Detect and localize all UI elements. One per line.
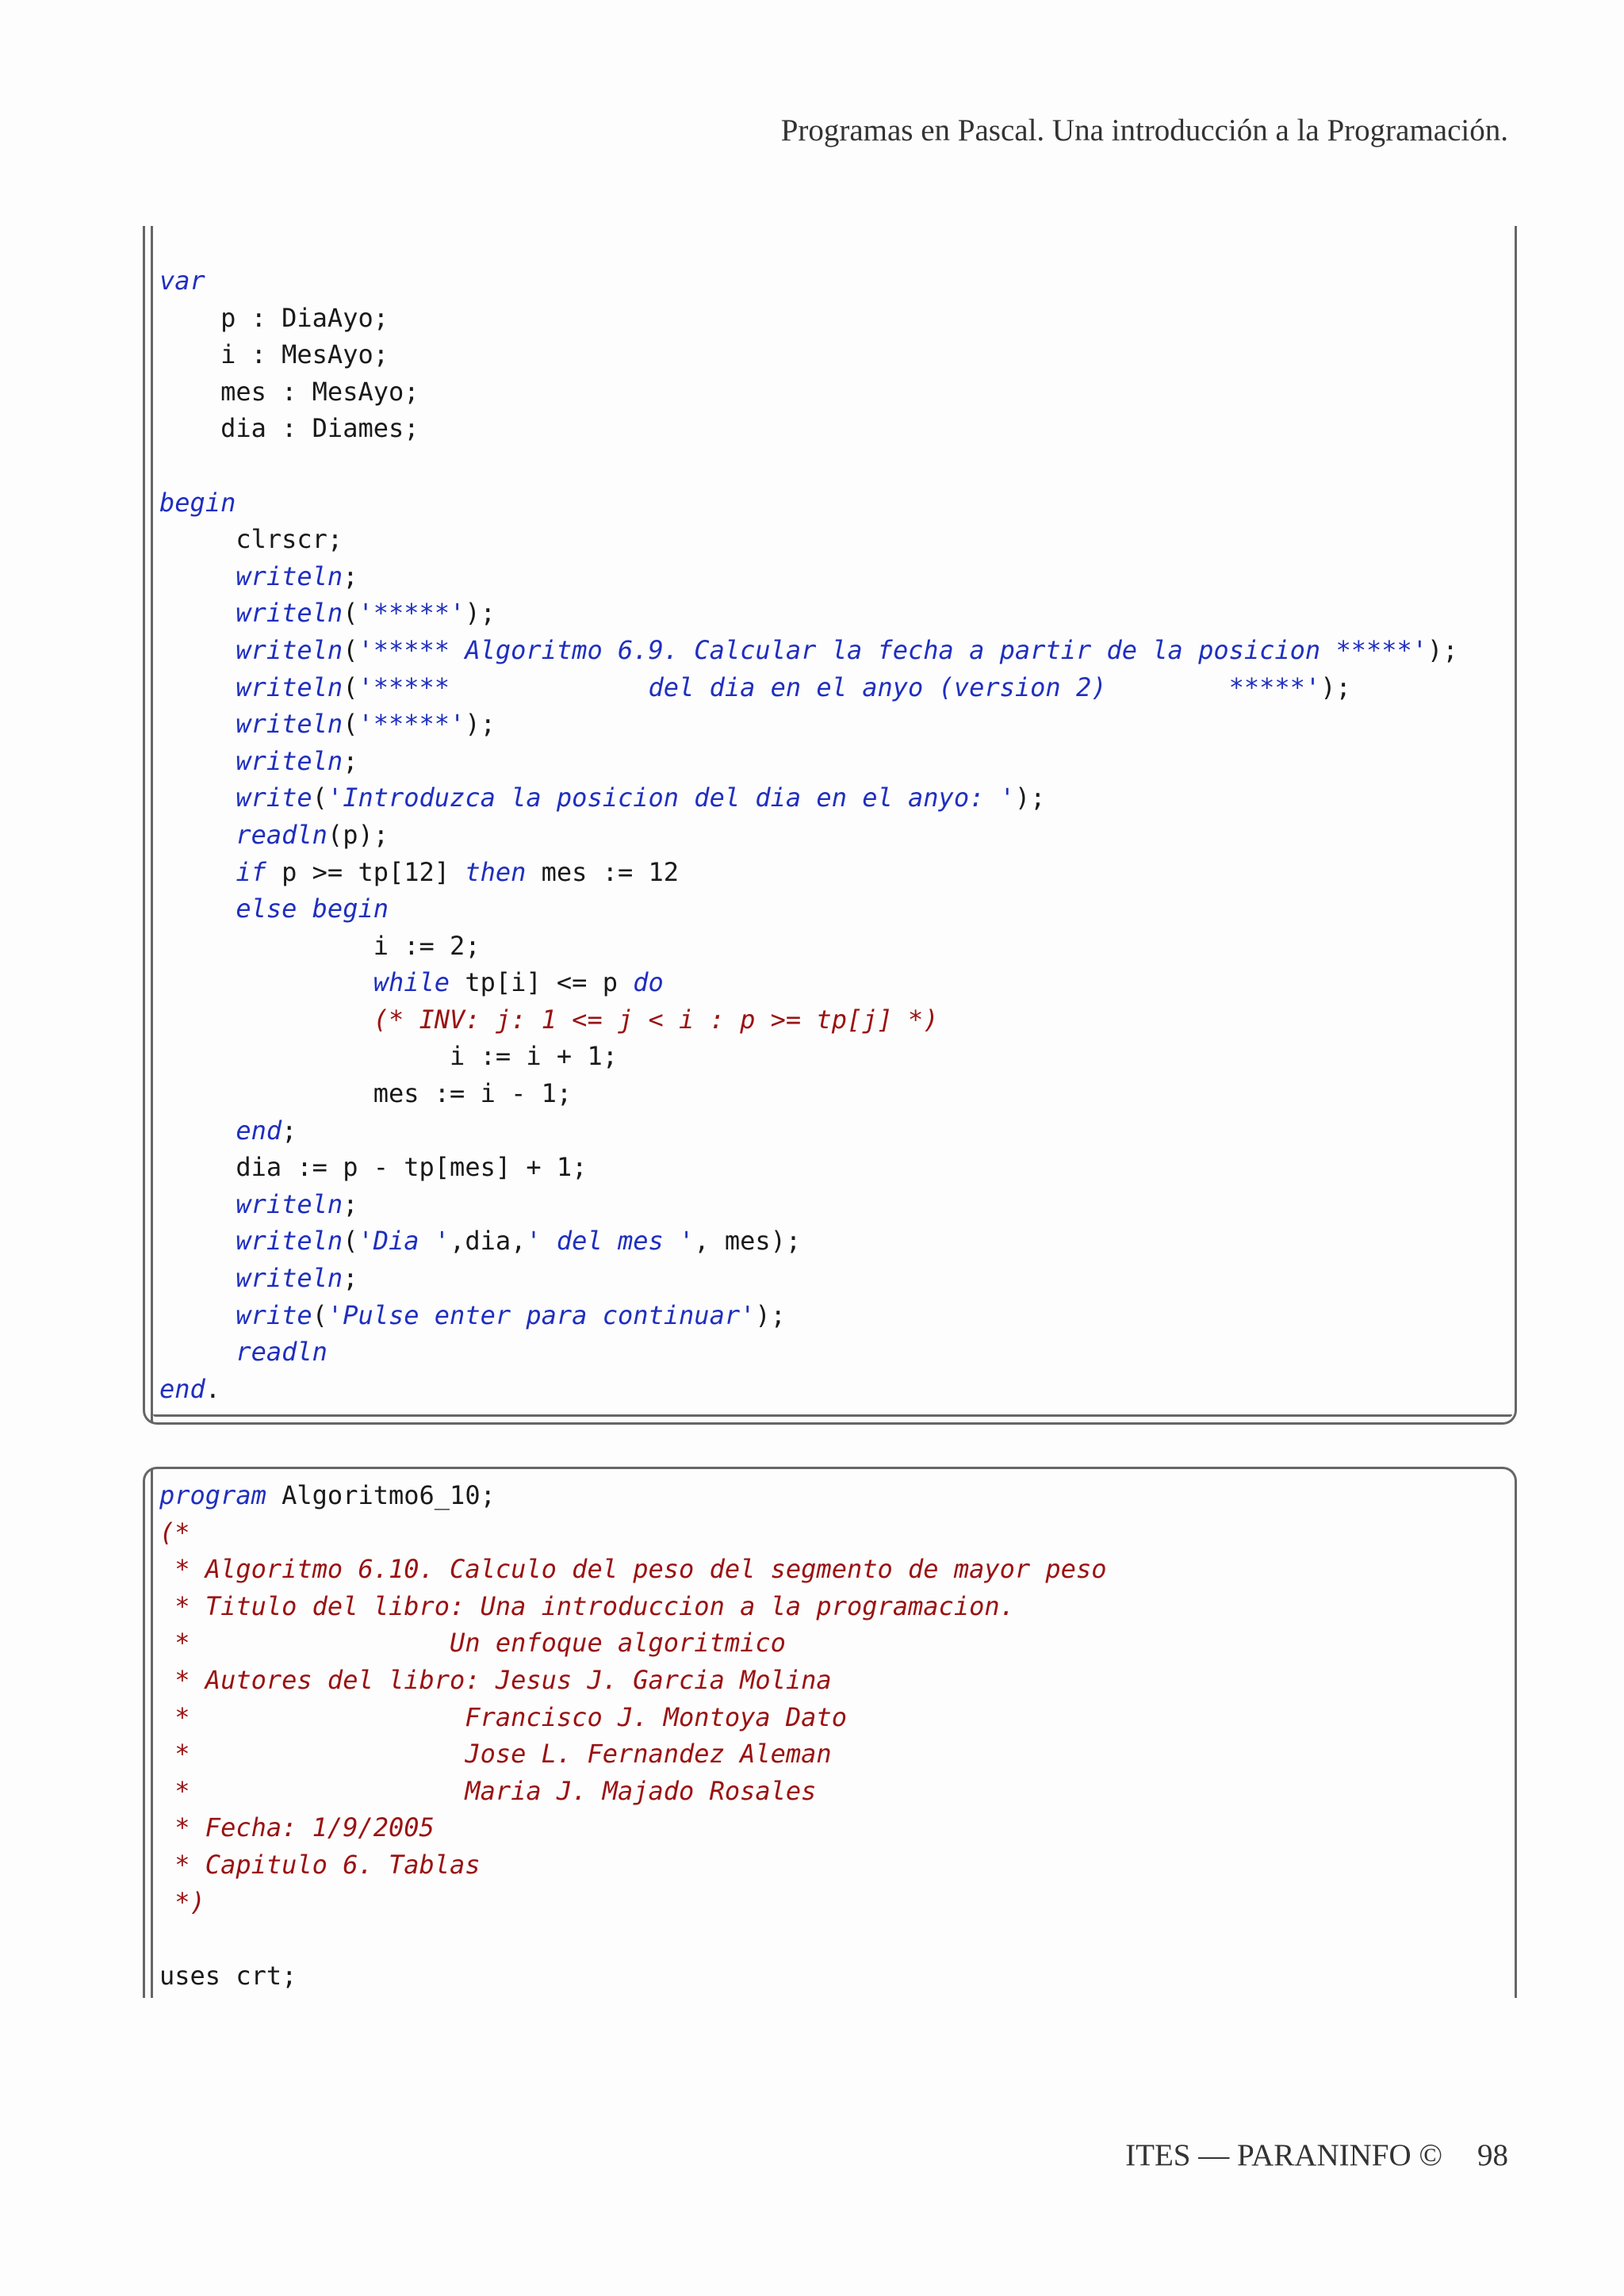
code-text: i := i + 1; — [159, 1041, 618, 1072]
code-text: ); — [1427, 634, 1458, 665]
code-text: ( — [343, 672, 358, 702]
code-text: ); — [465, 709, 496, 740]
code-line — [159, 632, 1458, 669]
code-line — [159, 1514, 1106, 1552]
publisher-credit: ITES — PARANINFO © — [1125, 2138, 1442, 2172]
code-keyword: program — [159, 1480, 266, 1510]
code-comment: * Francisco J. Montoya Dato — [159, 1701, 847, 1732]
code-text: ); — [465, 598, 496, 629]
code-line — [159, 1297, 1458, 1334]
code-text: ( — [343, 709, 358, 740]
code-text: ; — [343, 1188, 358, 1219]
code-string: 'Pulse enter para continuar' — [327, 1299, 756, 1330]
code-keyword: writeln — [236, 634, 343, 665]
code-keyword: else begin — [236, 894, 389, 924]
code-line — [159, 1112, 1458, 1150]
code-comment: (* — [159, 1517, 190, 1548]
code-text: mes := i - 1; — [159, 1078, 573, 1109]
code-text — [159, 857, 236, 887]
code-line — [159, 854, 1458, 891]
code-line — [159, 1334, 1458, 1371]
code-line — [159, 779, 1458, 817]
code-line — [159, 1551, 1106, 1588]
code-line — [159, 1149, 1458, 1186]
code-listing-continued — [159, 262, 1458, 1407]
code-text: ; — [343, 561, 358, 591]
code-text: ( — [312, 1299, 327, 1330]
code-line — [159, 669, 1458, 706]
code-text — [159, 561, 236, 591]
code-line — [159, 706, 1458, 743]
code-string: 'Dia ' — [358, 1226, 450, 1257]
code-listing-frame-continued — [143, 226, 1517, 1425]
code-line — [159, 928, 1458, 965]
code-comment: * Maria J. Majado Rosales — [159, 1775, 817, 1806]
code-text: Algoritmo6_10; — [266, 1480, 496, 1510]
code-string: '***** del dia en el anyo (version 2) *****' — [358, 672, 1321, 702]
code-text — [159, 894, 236, 924]
code-keyword: while — [373, 967, 450, 998]
code-text — [159, 1004, 373, 1035]
code-keyword: var — [159, 266, 205, 296]
code-text — [159, 598, 236, 628]
code-text — [159, 967, 373, 997]
code-line — [159, 1735, 1106, 1773]
code-comment: * Titulo del libro: Una introduccion a la programacion. — [159, 1590, 1015, 1621]
code-line — [159, 1223, 1458, 1260]
code-text: (p); — [327, 819, 389, 850]
code-line — [159, 373, 1458, 411]
code-text — [159, 1263, 236, 1293]
code-line — [159, 1588, 1106, 1625]
code-line — [159, 300, 1458, 337]
code-keyword: write — [236, 783, 312, 813]
code-keyword: writeln — [236, 1188, 343, 1219]
code-keyword: writeln — [236, 1226, 343, 1257]
code-text: dia := p - tp[mes] + 1; — [159, 1152, 588, 1183]
code-text — [159, 1300, 236, 1330]
code-line — [159, 1260, 1458, 1297]
code-line — [159, 1186, 1458, 1223]
code-text: ); — [755, 1299, 786, 1330]
code-text: mes : MesAyo; — [159, 376, 419, 407]
code-string: 'Introduzca la posicion del dia en el anyo: ' — [327, 783, 1015, 813]
code-line — [159, 1846, 1106, 1884]
code-comment: * Un enfoque algoritmico — [159, 1628, 786, 1659]
page-number: 98 — [1477, 2138, 1508, 2172]
code-comment: * Autores del libro: Jesus J. Garcia Molina — [159, 1664, 832, 1695]
code-line — [159, 558, 1458, 595]
code-line — [159, 817, 1458, 854]
code-keyword: writeln — [236, 745, 343, 776]
code-keyword: writeln — [236, 709, 343, 740]
code-keyword: end — [236, 1115, 282, 1146]
code-keyword: do — [633, 967, 664, 998]
code-keyword: writeln — [236, 598, 343, 629]
code-comment: (* INV: j: 1 <= j < i : p >= tp[j] *) — [373, 1004, 939, 1035]
code-text: uses crt; — [159, 1960, 297, 1991]
code-line — [159, 743, 1458, 780]
code-text: ( — [343, 1226, 358, 1257]
code-keyword: writeln — [236, 1263, 343, 1294]
code-text: , mes); — [694, 1226, 802, 1257]
code-text: ); — [1014, 783, 1046, 813]
code-line — [159, 1884, 1106, 1921]
code-line — [159, 1957, 1106, 1995]
code-text: ( — [343, 634, 358, 665]
code-line — [159, 1075, 1458, 1112]
code-line — [159, 1371, 1458, 1408]
code-line — [159, 1477, 1106, 1514]
code-line — [159, 1038, 1458, 1075]
code-comment: *) — [159, 1886, 205, 1917]
code-text — [159, 672, 236, 702]
code-keyword: begin — [159, 487, 236, 518]
code-line — [159, 595, 1458, 632]
code-text: ; — [343, 745, 358, 776]
code-text: ; — [343, 1263, 358, 1294]
code-line — [159, 1920, 1106, 1957]
page-footer — [1125, 2137, 1508, 2173]
code-string: '***** Algoritmo 6.9. Calcular la fecha a partir de la posicion *****' — [358, 634, 1428, 665]
code-text — [159, 746, 236, 776]
code-text: . — [205, 1373, 221, 1404]
running-header: Programas en Pascal. Una introducción a la Programación. — [780, 113, 1508, 147]
code-comment: * Algoritmo 6.10. Calculo del peso del segmento de mayor peso — [159, 1554, 1107, 1585]
code-text — [159, 635, 236, 665]
code-keyword: readln — [236, 819, 327, 850]
code-line — [159, 890, 1458, 928]
code-string: ' del mes ' — [526, 1226, 695, 1257]
code-keyword: if — [236, 856, 266, 887]
code-text — [159, 783, 236, 813]
code-text: p >= tp[12] — [266, 856, 465, 887]
code-text: i : MesAyo; — [159, 339, 389, 370]
code-line — [159, 336, 1458, 373]
code-text: mes := 12 — [526, 856, 680, 887]
code-keyword: writeln — [236, 561, 343, 591]
code-string: '*****' — [358, 709, 465, 740]
code-line — [159, 1624, 1106, 1662]
code-text: ; — [282, 1115, 297, 1146]
code-comment: * Capitulo 6. Tablas — [159, 1849, 481, 1880]
code-comment: * Jose L. Fernandez Aleman — [159, 1739, 832, 1770]
code-text: ); — [1320, 672, 1351, 702]
code-line — [159, 521, 1458, 558]
code-text — [159, 1115, 236, 1146]
code-line — [159, 410, 1458, 447]
code-text — [159, 1226, 236, 1256]
code-string: '*****' — [358, 598, 465, 629]
code-text: ( — [312, 783, 327, 813]
code-listing-next — [159, 1477, 1106, 1994]
code-text: dia : Diames; — [159, 413, 419, 444]
code-line — [159, 484, 1458, 522]
code-line — [159, 1699, 1106, 1736]
code-text: ( — [343, 598, 358, 629]
code-line — [159, 262, 1458, 300]
code-text — [159, 1337, 236, 1367]
code-keyword: then — [465, 856, 527, 887]
code-text: p : DiaAyo; — [159, 302, 389, 333]
code-keyword: writeln — [236, 672, 343, 702]
code-listing-frame-next — [143, 1467, 1517, 1998]
code-keyword: readln — [236, 1337, 327, 1368]
code-line — [159, 1001, 1458, 1039]
code-text — [159, 709, 236, 739]
code-line — [159, 1809, 1106, 1846]
code-text — [159, 820, 236, 850]
code-text: ,dia, — [450, 1226, 527, 1257]
code-line — [159, 1662, 1106, 1699]
code-comment: * Fecha: 1/9/2005 — [159, 1812, 435, 1843]
code-line — [159, 1773, 1106, 1810]
code-text: tp[i] <= p — [450, 967, 634, 998]
code-keyword: write — [236, 1299, 312, 1330]
code-keyword: end — [159, 1373, 205, 1404]
code-text: i := 2; — [159, 930, 481, 961]
code-text: clrscr; — [159, 524, 343, 555]
code-line — [159, 447, 1458, 484]
code-text — [159, 1189, 236, 1219]
code-line — [159, 964, 1458, 1001]
